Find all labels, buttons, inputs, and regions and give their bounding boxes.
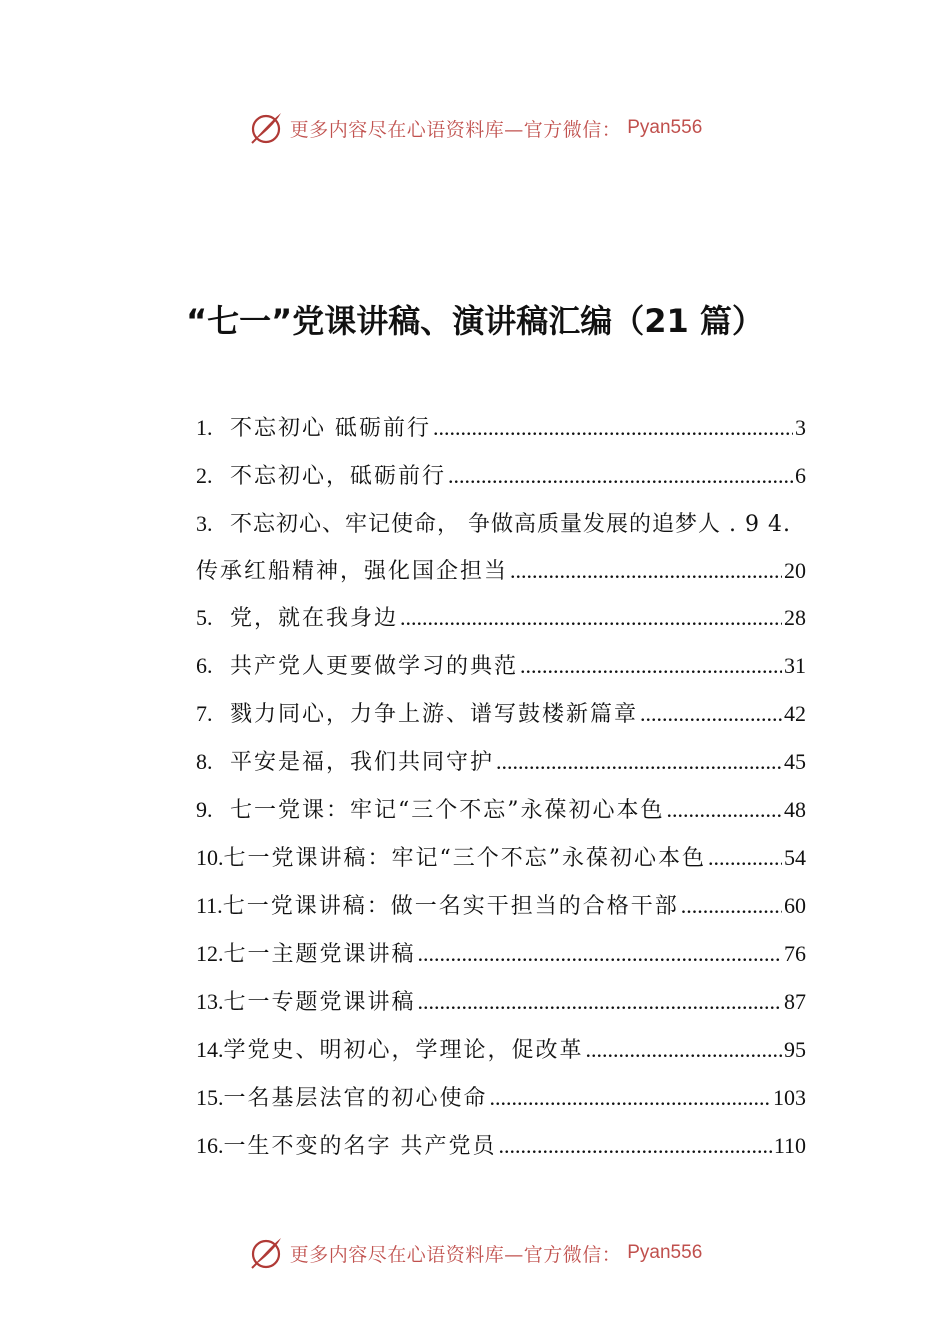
toc-entry-number: 6. xyxy=(196,653,213,678)
leader-dots xyxy=(433,413,793,443)
toc-entry-page: 31 xyxy=(784,653,806,678)
toc-entry-number: 11. xyxy=(196,893,223,918)
leader-dots xyxy=(681,891,782,921)
toc-entry-title: 不忘初心、牢记使命， 争做高质量发展的追梦人 . 9 4. xyxy=(230,512,791,537)
toc-entry-title: 七一主题党课讲稿 xyxy=(223,942,416,967)
toc-entry-title: 不忘初心，砥砺前行 xyxy=(230,464,447,489)
toc-entry-page: 28 xyxy=(784,605,806,630)
toc-entry-page: 6 xyxy=(795,463,806,488)
toc-entry-3[interactable] xyxy=(196,509,806,539)
toc-entry-page: 76 xyxy=(784,941,806,966)
toc-entry-page: 60 xyxy=(784,893,806,918)
toc-entry-page: 54 xyxy=(784,845,806,870)
toc-entry-number: 5. xyxy=(196,605,213,630)
toc-entry-4[interactable] xyxy=(196,556,806,586)
toc-entry-9[interactable] xyxy=(196,795,806,825)
toc-entry-title: 学党史、明初心，学理论，促改革 xyxy=(223,1038,584,1063)
toc-entry-page: 87 xyxy=(784,989,806,1014)
leader-dots xyxy=(418,939,782,969)
toc-entry-number: 13. xyxy=(196,989,224,1014)
toc-entry-title: 七一专题党课讲稿 xyxy=(223,990,416,1015)
leader-dots xyxy=(667,795,783,825)
toc-entry-page: 20 xyxy=(784,558,806,583)
toc-entry-title: 七一党课讲稿：牢记“三个不忘”永葆初心本色 xyxy=(223,846,706,871)
toc-entry-page: 45 xyxy=(784,749,806,774)
toc-entry-number: 2. xyxy=(196,463,213,488)
toc-entry-page: 103 xyxy=(773,1085,806,1110)
leader-dots xyxy=(586,1035,782,1065)
leader-dots xyxy=(448,461,793,491)
leader-dots xyxy=(499,1131,772,1161)
toc-entry-title: 一名基层法官的初心使命 xyxy=(223,1086,488,1111)
quill-logo-icon xyxy=(248,110,284,146)
toc-entry-8[interactable] xyxy=(196,747,806,777)
toc-entry-page: 42 xyxy=(784,701,806,726)
toc-entry-6[interactable] xyxy=(196,651,806,681)
toc-entry-15[interactable] xyxy=(196,1083,806,1113)
toc-entry-number: 16. xyxy=(196,1133,224,1158)
toc-entry-1[interactable] xyxy=(196,413,806,443)
leader-dots xyxy=(496,747,782,777)
toc-entry-title: 七一党课：牢记“三个不忘”永葆初心本色 xyxy=(230,798,665,823)
toc-entry-number: 3. xyxy=(196,511,213,536)
toc-entry-title: 党，就在我身边 xyxy=(230,606,399,631)
toc-entry-number: 1. xyxy=(196,415,213,440)
toc-entry-title: 一生不变的名字 共产党员 xyxy=(223,1134,497,1159)
toc-entry-10[interactable] xyxy=(196,843,806,873)
toc-entry-7[interactable] xyxy=(196,699,806,729)
toc-entry-number: 9. xyxy=(196,797,213,822)
leader-dots xyxy=(490,1083,771,1113)
leader-dots xyxy=(418,987,782,1017)
leader-dots xyxy=(510,556,782,586)
toc-entry-14[interactable] xyxy=(196,1035,806,1065)
toc-entry-title: 共产党人更要做学习的典范 xyxy=(230,654,519,679)
toc-entry-number: 7. xyxy=(196,701,213,726)
leader-dots xyxy=(520,651,782,681)
toc-entry-page: 95 xyxy=(784,1037,806,1062)
wechat-id: Pyan556 xyxy=(627,117,703,138)
toc-entry-page: 110 xyxy=(773,1133,806,1158)
toc-entry-13[interactable] xyxy=(196,987,806,1017)
watermark-text: 更多内容尽在心语资料库—官方微信： xyxy=(289,118,622,141)
toc-entry-12[interactable] xyxy=(196,939,806,969)
toc-entry-title: 不忘初心 砥砺前行 xyxy=(230,416,431,441)
leader-dots xyxy=(708,843,782,873)
watermark-banner-top xyxy=(0,106,950,150)
document-title: “七一”党课讲稿、演讲稿汇编（21 篇） xyxy=(186,302,764,340)
toc-entry-11[interactable] xyxy=(196,891,806,921)
toc-entry-title: 平安是福，我们共同守护 xyxy=(230,750,495,775)
watermark-banner-bottom xyxy=(0,1231,950,1275)
toc-entry-2[interactable] xyxy=(196,461,806,491)
leader-dots xyxy=(400,603,782,633)
toc-entry-number: 12. xyxy=(196,941,224,966)
toc-entry-number: 10. xyxy=(196,845,224,870)
toc-entry-page: 48 xyxy=(784,797,806,822)
toc-entry-page: 3 xyxy=(795,415,806,440)
toc-entry-number: 15. xyxy=(196,1085,224,1110)
toc-entry-number: 8. xyxy=(196,749,213,774)
toc-entry-5[interactable] xyxy=(196,603,806,633)
toc-entry-number: 14. xyxy=(196,1037,224,1062)
quill-logo-icon xyxy=(248,1235,284,1271)
wechat-id: Pyan556 xyxy=(627,1242,703,1263)
leader-dots xyxy=(640,699,782,729)
toc-entry-title: 传承红船精神，强化国企担当 xyxy=(196,559,509,584)
toc-entry-title: 七一党课讲稿：做一名实干担当的合格干部 xyxy=(222,894,679,919)
toc-entry-title: 戮力同心，力争上游、谱写鼓楼新篇章 xyxy=(230,702,639,727)
watermark-text: 更多内容尽在心语资料库—官方微信： xyxy=(289,1243,622,1266)
toc-entry-16[interactable] xyxy=(196,1131,806,1161)
